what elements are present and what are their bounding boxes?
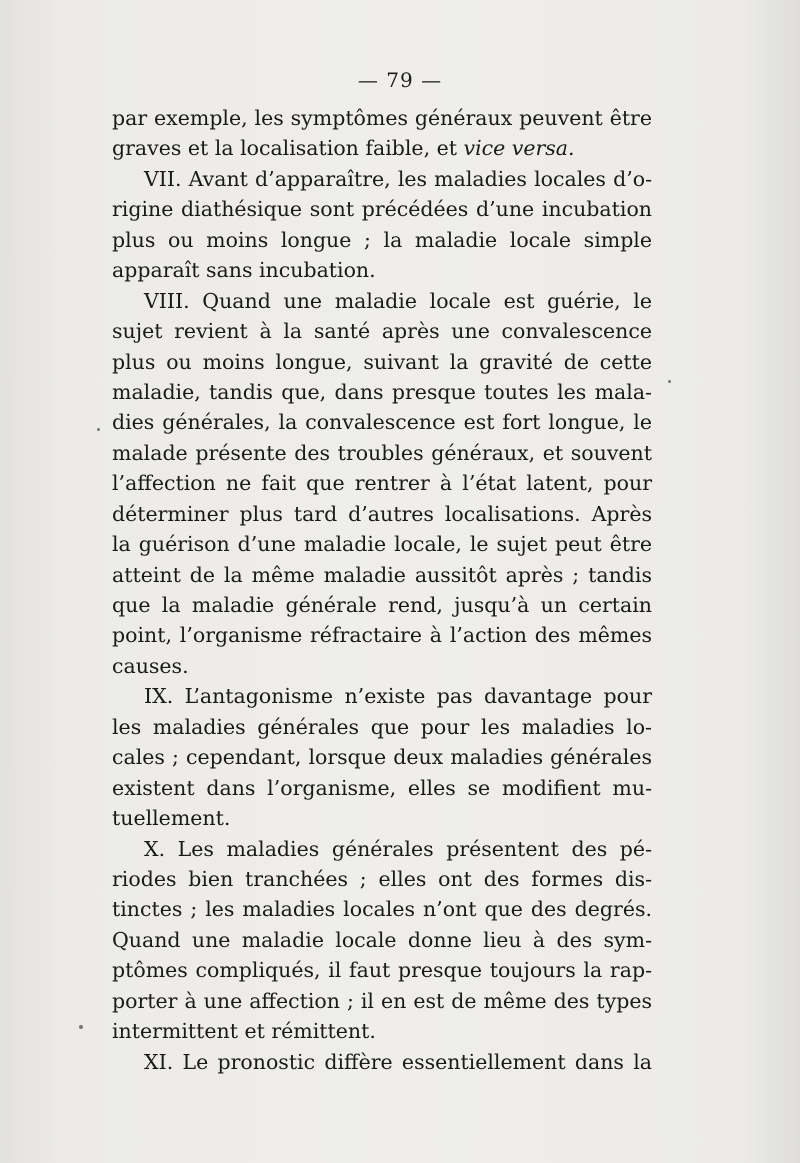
- text-line: [112, 225, 652, 255]
- text-line: [112, 133, 652, 163]
- text-line-content: la guérison d’une maladie locale, le sujet peut être: [112, 532, 652, 557]
- ink-speck: [668, 380, 671, 383]
- text-line: [112, 894, 652, 924]
- ink-speck: [79, 1025, 83, 1029]
- text-line: [112, 742, 652, 772]
- text-line-content: VIII. Quand une maladie locale est guérie, le: [144, 288, 652, 313]
- text-line-content: graves et la localisation faible, et: [112, 136, 464, 161]
- text-line-content: rigine diathésique sont précédées d’une incubation: [112, 197, 652, 222]
- text-line: [112, 347, 652, 377]
- text-line: [112, 377, 652, 407]
- text-line-content: porter à une affection ; il en est de même des types: [112, 988, 652, 1013]
- text-line-content: VII. Avant d’apparaître, les maladies locales d’o-: [144, 166, 652, 191]
- text-line: [112, 255, 652, 285]
- text-line-content: existent dans l’organisme, elles se modifient mu-: [112, 775, 652, 800]
- text-line-content: déterminer plus tard d’autres localisations. Après: [112, 501, 652, 526]
- text-line-content: que la maladie générale rend, jusqu’à un certain: [112, 593, 652, 617]
- text-line-content: tinctes ; les maladies locales n’ont que des degrés.: [112, 897, 652, 922]
- text-line-content: malade présente des troubles généraux, et souvent: [112, 440, 652, 465]
- text-line-content: l’affection ne fait que rentrer à l’état latent, pour: [112, 471, 652, 496]
- text-line-content: causes.: [112, 653, 189, 678]
- text-line-content: IX. L’antagonisme n’existe pas davantage pour: [144, 684, 652, 709]
- text-line-content: XI. Le pronostic diffère essentiellement dans la: [144, 1049, 652, 1074]
- text-line: [112, 925, 652, 955]
- text-line-content: atteint de la même maladie aussitôt après ; tandis: [112, 562, 652, 587]
- text-line: [112, 286, 652, 316]
- text-line: [112, 864, 652, 894]
- text-line: [112, 681, 652, 711]
- ink-speck: [97, 428, 100, 431]
- text-line-content: plus ou moins longue, suivant la gravité de cette: [112, 349, 652, 374]
- text-line: [112, 438, 652, 468]
- text-line-content: cales ; cependant, lorsque deux maladies générales: [112, 745, 652, 770]
- text-line-content: Quand une maladie locale donne lieu à des sym-: [112, 927, 652, 952]
- text-line: [112, 620, 652, 650]
- text-line-content: intermittent et rémittent.: [112, 1019, 376, 1044]
- text-line: [112, 316, 652, 346]
- text-line: [112, 651, 652, 681]
- text-line: [112, 529, 652, 559]
- text-line: [112, 955, 652, 985]
- text-line-content: dies générales, la convalescence est fort longue, le: [112, 410, 652, 435]
- text-line: [112, 986, 652, 1016]
- text-line-content: riodes bien tranchées ; elles ont des formes dis-: [112, 866, 652, 891]
- text-line-content: point, l’organisme réfractaire à l’action des mêmes: [112, 623, 652, 648]
- text-line: [112, 834, 652, 864]
- text-line-content: tuellement.: [112, 806, 231, 831]
- text-line-content: les maladies générales que pour les maladies lo-: [112, 714, 652, 739]
- text-line-content: par exemple, les symptômes généraux peuvent être: [112, 106, 652, 130]
- text-line-content: maladie, tandis que, dans presque toutes les mala-: [112, 379, 652, 404]
- text-line-content: X. Les maladies générales présentent des pé-: [144, 836, 652, 861]
- text-line-content: plus ou moins longue ; la maladie locale simple: [112, 227, 652, 252]
- text-line: [112, 560, 652, 590]
- text-line: [112, 590, 652, 620]
- text-line: [112, 468, 652, 498]
- text-line: [112, 712, 652, 742]
- text-line: [112, 499, 652, 529]
- text-line-content: ptômes compliqués, il faut presque toujours la rap-: [112, 958, 652, 983]
- text-line: [112, 1016, 652, 1046]
- body-text: [112, 103, 652, 1077]
- text-line: [112, 803, 652, 833]
- text-line: [112, 103, 652, 133]
- text-line-content: sujet revient à la santé après une convalescence: [112, 319, 652, 344]
- text-line: [112, 773, 652, 803]
- italic-phrase: vice versa.: [463, 136, 575, 161]
- page-number: — 79 —: [357, 68, 443, 92]
- text-line: [112, 194, 652, 224]
- text-line: [112, 1047, 652, 1077]
- text-line: [112, 407, 652, 437]
- text-line-content: apparaît sans incubation.: [112, 258, 376, 283]
- text-line: [112, 164, 652, 194]
